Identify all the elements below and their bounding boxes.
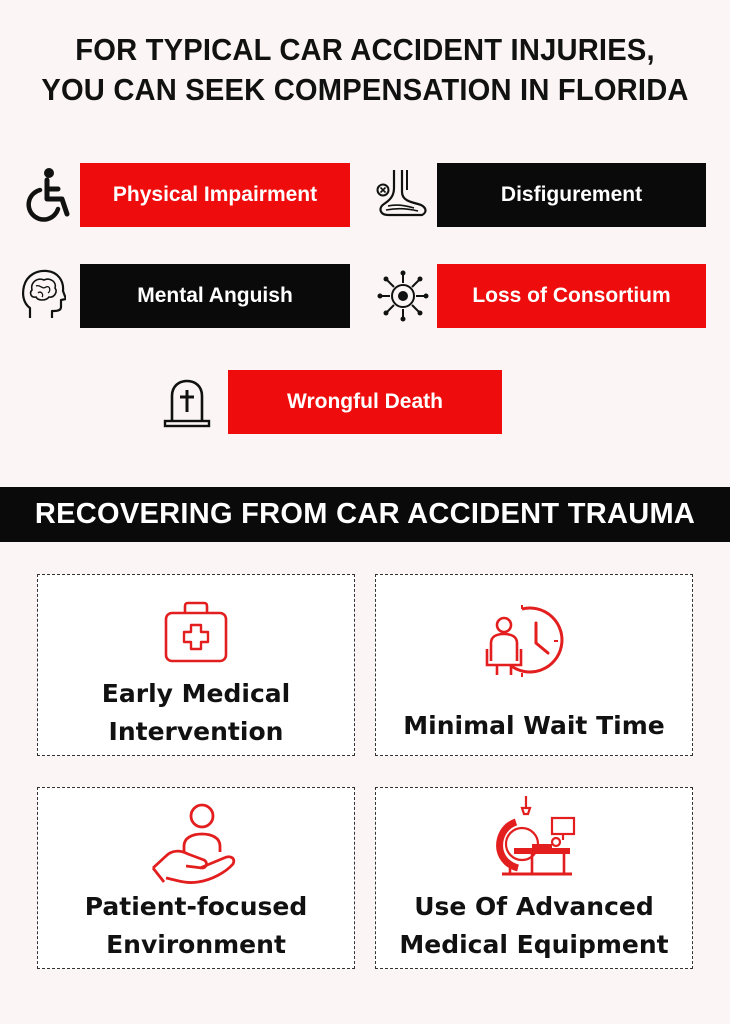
recovery-card-advanced-medical-equipment [375, 787, 693, 969]
virus-icon [377, 270, 429, 322]
page-title [22, 30, 708, 110]
recovery-card-minimal-wait-time [375, 574, 693, 756]
patient-clock-icon [484, 601, 568, 681]
label-line-1: Early Medical [101, 679, 291, 708]
caring-hand-icon [150, 802, 242, 886]
injury-disfigurement [437, 163, 706, 227]
brain-head-icon [20, 268, 66, 322]
gravestone-icon [162, 378, 212, 428]
banner-text: RECOVERING FROM CAR ACCIDENT TRAUMA [34, 498, 696, 530]
recovery-card-label [38, 888, 354, 964]
wheelchair-icon [18, 166, 70, 222]
label-line-1: Use Of Advanced [414, 892, 654, 921]
injury-wrongful-death [228, 370, 502, 434]
recovery-card-early-medical-intervention [37, 574, 355, 756]
injury-mental-anguish [80, 264, 350, 328]
injury-label: Physical Impairment [112, 183, 318, 206]
label-line-1: Minimal Wait Time [403, 711, 665, 740]
medical-scanner-icon [492, 794, 580, 878]
injury-loss-of-consortium [437, 264, 706, 328]
label-line-2: Environment [106, 930, 286, 959]
recovery-card-label [376, 888, 692, 964]
section-banner [0, 487, 730, 542]
recovery-card-label [376, 707, 692, 745]
title-line-1: FOR TYPICAL CAR ACCIDENT INJURIES, [75, 32, 655, 67]
recovery-card-label [38, 675, 354, 751]
recovery-card-patient-focused-environment [37, 787, 355, 969]
label-line-1: Patient-focused [84, 892, 308, 921]
injury-label: Disfigurement [500, 183, 643, 206]
label-line-2: Intervention [108, 717, 284, 746]
injury-label: Wrongful Death [287, 390, 443, 413]
injury-label: Loss of Consortium [472, 284, 671, 307]
title-line-2: YOU CAN SEEK COMPENSATION IN FLORIDA [41, 72, 689, 107]
first-aid-kit-icon [163, 601, 229, 665]
injury-label: Mental Anguish [137, 284, 293, 307]
label-line-2: Medical Equipment [399, 930, 669, 959]
injured-foot-icon [374, 168, 430, 220]
injury-physical-impairment [80, 163, 350, 227]
